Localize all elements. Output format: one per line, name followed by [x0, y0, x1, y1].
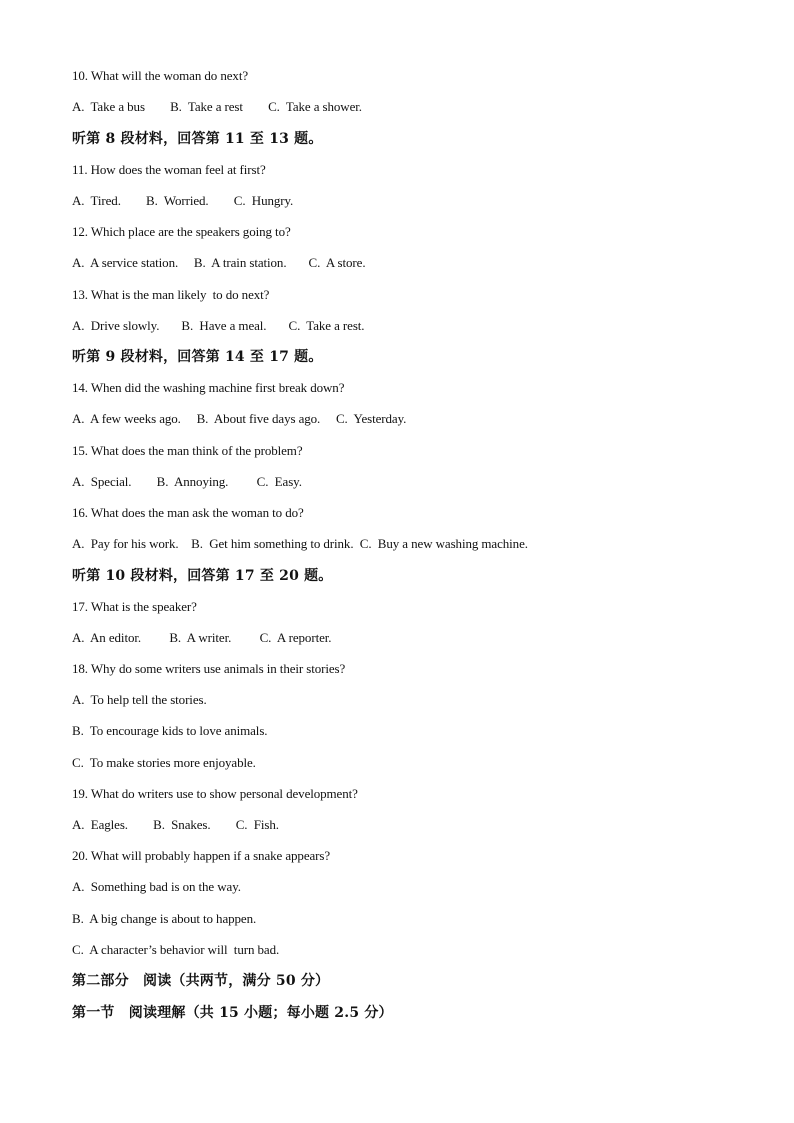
options-11: A. Tired. B. Worried. C. Hungry.	[72, 193, 294, 208]
options-14: A. A few weeks ago. B. About five days ago. C. Yesterday.	[72, 411, 407, 426]
question-14: 14. When did the washing machine first break down?	[72, 380, 345, 395]
option-20-c: C. A character’s behavior will turn bad.	[72, 942, 280, 957]
question-16: 16. What does the man ask the woman to do?	[72, 505, 304, 520]
option-18-a: A. To help tell the stories.	[72, 692, 207, 707]
option-20-b: B. A big change is about to happen.	[72, 911, 257, 926]
question-10: 10. What will the woman do next?	[72, 68, 248, 83]
options-13: A. Drive slowly. B. Have a meal. C. Take a rest.	[72, 318, 365, 333]
option-18-b: B. To encourage kids to love animals.	[72, 723, 268, 738]
question-12: 12. Which place are the speakers going to?	[72, 224, 291, 239]
options-19: A. Eagles. B. Snakes. C. Fish.	[72, 817, 279, 832]
question-19: 19. What do writers use to show personal development?	[72, 786, 358, 801]
section-heading-9: 听第 9 段材料，回答第 14 至 17 题。	[72, 349, 323, 365]
option-18-c: C. To make stories more enjoyable.	[72, 755, 256, 770]
section-heading-8: 听第 8 段材料，回答第 11 至 13 题。	[72, 131, 323, 147]
question-17: 17. What is the speaker?	[72, 599, 197, 614]
question-20: 20. What will probably happen if a snake appears?	[72, 848, 331, 863]
question-13: 13. What is the man likely to do next?	[72, 287, 270, 302]
options-15: A. Special. B. Annoying. C. Easy.	[72, 474, 302, 489]
options-10: A. Take a bus B. Take a rest C. Take a shower.	[72, 99, 362, 114]
question-15: 15. What does the man think of the problem?	[72, 443, 303, 458]
options-12: A. A service station. B. A train station. C. A store.	[72, 255, 366, 270]
question-18: 18. Why do some writers use animals in their stories?	[72, 661, 346, 676]
options-16: A. Pay for his work. B. Get him something to drink. C. Buy a new washing machine.	[72, 536, 528, 551]
question-11: 11. How does the woman feel at first?	[72, 162, 266, 177]
options-17: A. An editor. B. A writer. C. A reporter.	[72, 630, 332, 645]
part-two-heading: 第二部分 阅读（共两节，满分 50 分）	[72, 973, 330, 989]
section-one-heading: 第一节 阅读理解（共 15 小题；每小题 2.5 分）	[72, 1005, 393, 1021]
section-heading-10: 听第 10 段材料，回答第 17 至 20 题。	[72, 568, 333, 584]
option-20-a: A. Something bad is on the way.	[72, 879, 241, 894]
